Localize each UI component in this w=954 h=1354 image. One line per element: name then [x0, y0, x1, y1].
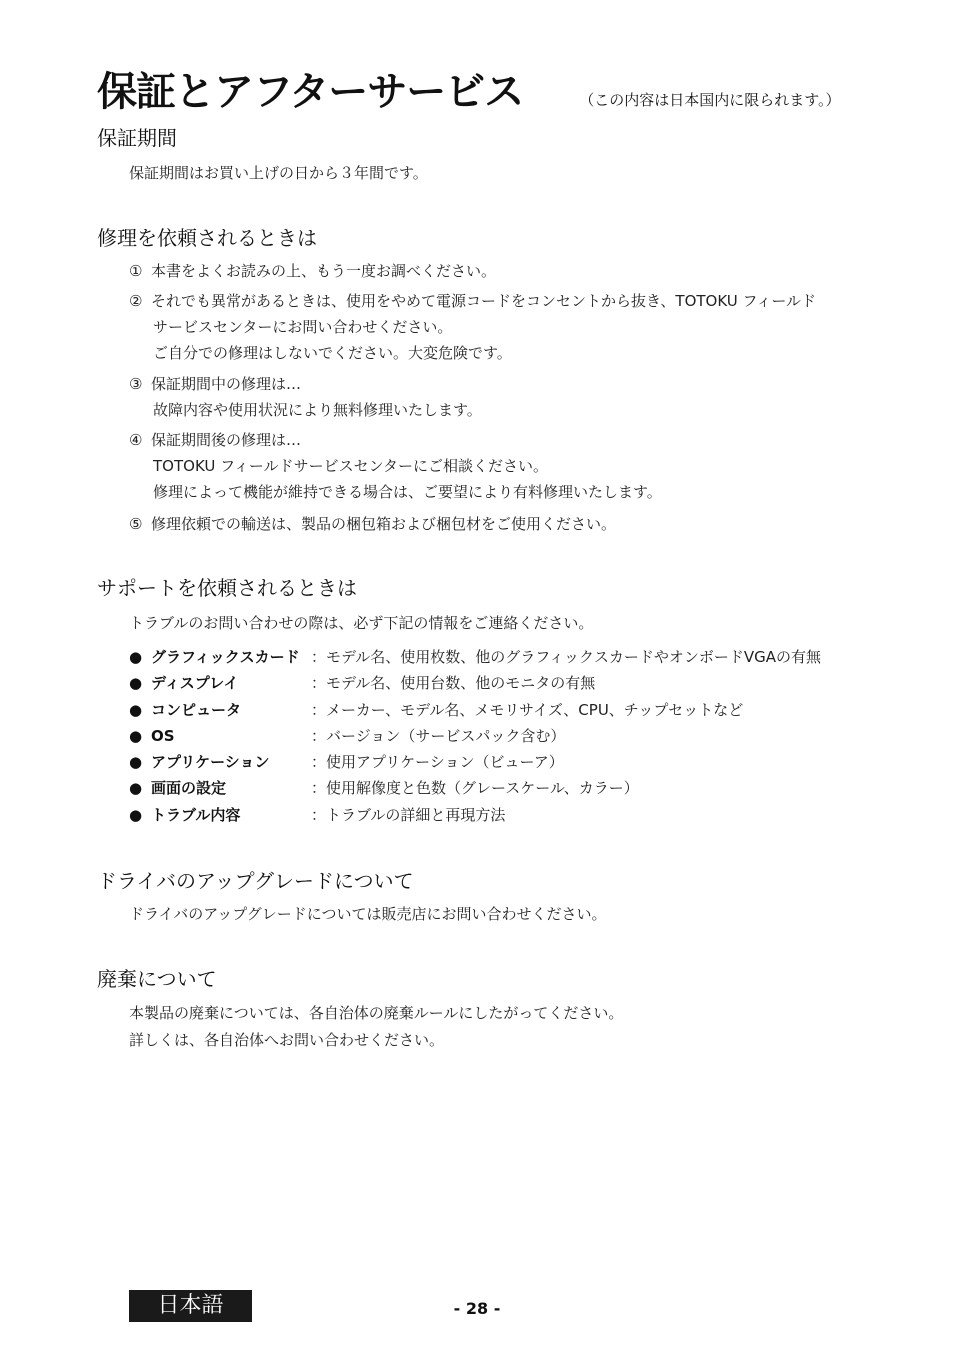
bullet-icon: ● [129, 753, 143, 772]
bullet-icon: ● [129, 674, 143, 693]
info-value: ：トラブルの詳細と再現方法 [311, 805, 506, 824]
step-text: 故障内容や使用状況により無料修理いたします。 [153, 401, 482, 419]
repair-step-5 [129, 511, 616, 537]
repair-step-1 [129, 258, 496, 284]
repair-step-3 [129, 371, 482, 423]
title-note: （この内容は日本国内に限られます。） [579, 91, 841, 109]
info-value: ：使用アプリケーション（ビューア） [311, 753, 564, 772]
list-item [129, 802, 821, 828]
step-number: ② [129, 292, 143, 310]
list-item [129, 749, 821, 775]
list-item [129, 670, 821, 696]
disposal-text-2: 詳しくは、各自治体へお問い合わせください。 [129, 1031, 445, 1049]
step-text: 修理依頼での輸送は、製品の梱包箱および梱包材をご使用ください。 [151, 515, 617, 533]
step-number: ③ [129, 375, 143, 393]
step-text: 修理によって機能が維持できる場合は、ご要望により有料修理いたします。 [153, 483, 662, 501]
support-info-list [129, 644, 821, 828]
repair-heading: 修理を依頼されるときは [97, 226, 317, 250]
step-number: ① [129, 262, 143, 280]
warranty-text: 保証期間はお買い上げの日から３年間です。 [129, 164, 428, 182]
info-label: ディスプレイ [151, 674, 239, 693]
step-text: それでも異常があるときは、使用をやめて電源コードをコンセントから抜き、TOTOKU フィールド [151, 292, 817, 310]
list-item [129, 644, 821, 670]
bullet-icon: ● [129, 726, 143, 745]
bullet-icon: ● [129, 805, 143, 824]
bullet-icon: ● [129, 700, 143, 719]
repair-step-2 [129, 288, 816, 366]
info-label: コンピュータ [151, 700, 242, 719]
step-text: サービスセンターにお問い合わせください。 [153, 318, 453, 336]
disposal-heading: 廃棄について [97, 967, 217, 991]
step-number: ④ [129, 431, 143, 449]
list-item [129, 697, 821, 723]
info-label: トラブル内容 [151, 805, 241, 824]
info-value: ：メーカー、モデル名、メモリサイズ、CPU、チップセットなど [311, 700, 744, 719]
driver-heading: ドライバのアップグレードについて [97, 869, 414, 893]
warranty-heading: 保証期間 [97, 126, 177, 150]
support-intro: トラブルのお問い合わせの際は、必ず下記の情報をご連絡ください。 [129, 614, 594, 632]
info-label: OS [151, 726, 175, 745]
driver-text: ドライバのアップグレードについては販売店にお問い合わせください。 [129, 905, 607, 923]
support-heading: サポートを依頼されるときは [97, 576, 357, 600]
bullet-icon: ● [129, 648, 143, 666]
info-value: ：モデル名、使用枚数、他のグラフィックスカードやオンボードVGAの有無 [311, 648, 822, 666]
step-text: TOTOKU フィールドサービスセンターにご相談ください。 [153, 457, 549, 475]
page-title: 保証とアフターサービス [97, 69, 524, 115]
list-item [129, 775, 821, 801]
list-item [129, 723, 821, 749]
step-text: 保証期間中の修理は… [151, 375, 302, 393]
page-number: - 28 - [453, 1299, 501, 1318]
step-text: 本書をよくお読みの上、もう一度お調べください。 [151, 262, 497, 280]
step-number: ⑤ [129, 515, 143, 533]
info-value: ：モデル名、使用台数、他のモニタの有無 [311, 674, 596, 693]
info-value: ：バージョン（サービスパック含む） [311, 726, 566, 745]
disposal-text-1: 本製品の廃棄については、各自治体の廃棄ルールにしたがってください。 [129, 1004, 624, 1022]
title-row [97, 60, 841, 117]
step-text: ご自分での修理はしないでください。大変危険です。 [153, 344, 512, 362]
step-text: 保証期間後の修理は… [151, 431, 302, 449]
info-label: 画面の設定 [151, 779, 227, 798]
info-label: グラフィックスカード [151, 648, 300, 666]
language-badge: 日本語 [129, 1290, 252, 1322]
repair-step-4 [129, 427, 662, 505]
info-label: アプリケーション [151, 753, 270, 772]
info-value: ：使用解像度と色数（グレースケール、カラー） [311, 779, 639, 798]
bullet-icon: ● [129, 779, 143, 798]
